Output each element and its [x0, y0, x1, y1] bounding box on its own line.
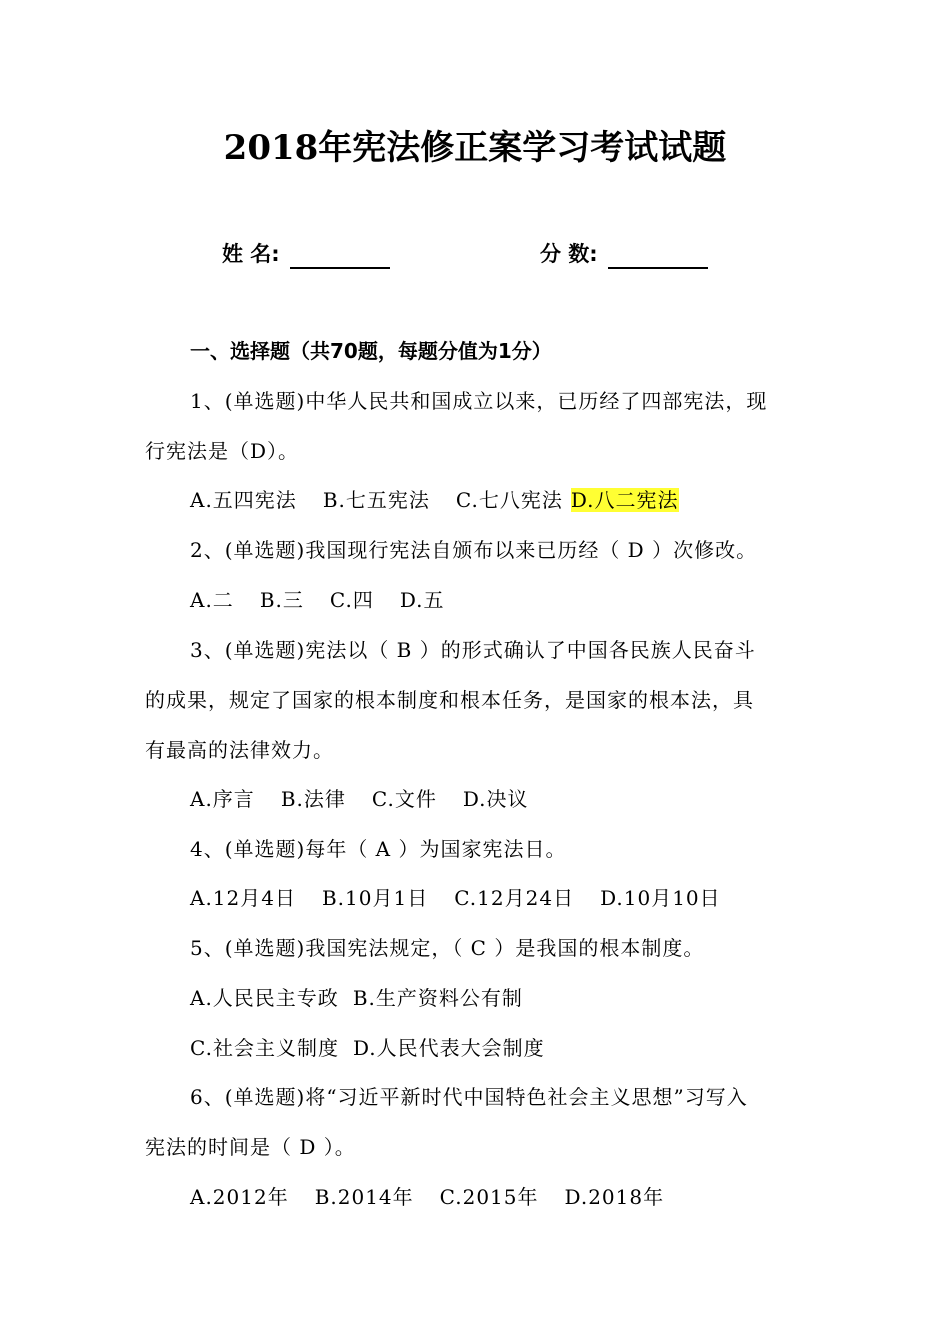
score-field — [540, 234, 708, 274]
question-6-line-2: 宪法的时间是（ D ）。 — [145, 1135, 356, 1159]
question-6-option-b: B.2014年 — [314, 1185, 414, 1209]
question-5-option-b: B.生产资料公有制 — [352, 986, 523, 1010]
question-3-option-d: D.决议 — [462, 787, 529, 811]
score-label: 分 数: — [540, 242, 598, 266]
question-4 — [145, 824, 810, 874]
question-3-line-3: 有最高的法律效力。 — [145, 738, 334, 762]
question-5-line-1: 5、(单选题)我国宪法规定，（ C ）是我国的根本制度。 — [190, 936, 705, 960]
question-2-option-a: A.二 — [190, 588, 234, 612]
question-4-option-a: A.12月4日 — [190, 886, 296, 910]
question-1-line-2: 行宪法是（D）。 — [145, 439, 300, 463]
question-1-option-d-highlighted: D.八二宪法 — [570, 488, 679, 512]
question-4-option-d: D.10月10日 — [600, 886, 721, 910]
question-2 — [145, 525, 810, 575]
question-1-option-c: C.七八宪法 — [455, 488, 563, 512]
question-4-line-1: 4、(单选题)每年（ A ）为国家宪法日。 — [190, 837, 567, 861]
question-3 — [145, 625, 810, 775]
question-3-options — [190, 774, 555, 824]
question-3-line-2: 的成果，规定了国家的根本制度和根本任务，是国家的根本法，具 — [145, 688, 754, 712]
question-1-line-1: 1、(单选题)中华人民共和国成立以来，已历经了四部宪法，现 — [190, 389, 768, 413]
question-2-options — [190, 575, 471, 625]
question-3-line-1: 3、(单选题)宪法以（ B ）的形式确认了中国各民族人民奋斗 — [190, 638, 756, 662]
question-6-option-d: D.2018年 — [564, 1185, 665, 1209]
question-5-option-a: A.人民民主专政 — [190, 986, 339, 1010]
question-6-option-a: A.2012年 — [190, 1185, 289, 1209]
question-5 — [145, 923, 810, 973]
question-4-option-c: C.12月24日 — [454, 886, 575, 910]
name-field — [222, 234, 390, 274]
name-label: 姓 名: — [222, 242, 280, 266]
question-6-option-c: C.2015年 — [439, 1185, 539, 1209]
question-3-option-a: A.序言 — [190, 787, 255, 811]
question-4-options — [190, 873, 747, 923]
question-2-option-c: C.四 — [329, 588, 374, 612]
question-2-line-1: 2、(单选题)我国现行宪法自颁布以来已历经（ D ）次修改。 — [190, 538, 758, 562]
question-2-option-b: B.三 — [259, 588, 304, 612]
score-blank-line[interactable] — [608, 241, 708, 269]
question-3-option-c: C.文件 — [371, 787, 437, 811]
page-title: 2018年宪法修正案学习考试试题 — [223, 128, 727, 168]
question-2-option-d: D.五 — [399, 588, 445, 612]
question-4-option-b: B.10月1日 — [321, 886, 429, 910]
question-5-option-c: C.社会主义制度 — [190, 1036, 339, 1060]
question-1-option-b: B.七五宪法 — [322, 488, 430, 512]
question-1-options — [190, 475, 679, 525]
section-title: 一、选择题（共70题，每题分值为1分） — [190, 339, 552, 363]
question-5-options-row-2 — [190, 1023, 571, 1073]
question-3-option-b: B.法律 — [280, 787, 346, 811]
question-5-option-d: D.人民代表大会制度 — [352, 1036, 545, 1060]
question-6-options — [190, 1172, 690, 1222]
name-blank-line[interactable] — [290, 241, 390, 269]
question-6 — [145, 1072, 810, 1172]
question-1-option-a: A.五四宪法 — [190, 488, 297, 512]
question-1 — [145, 376, 810, 476]
question-5-options-row-1 — [190, 973, 549, 1023]
question-6-line-1: 6、(单选题)将“习近平新时代中国特色社会主义思想”习写入 — [190, 1085, 748, 1109]
